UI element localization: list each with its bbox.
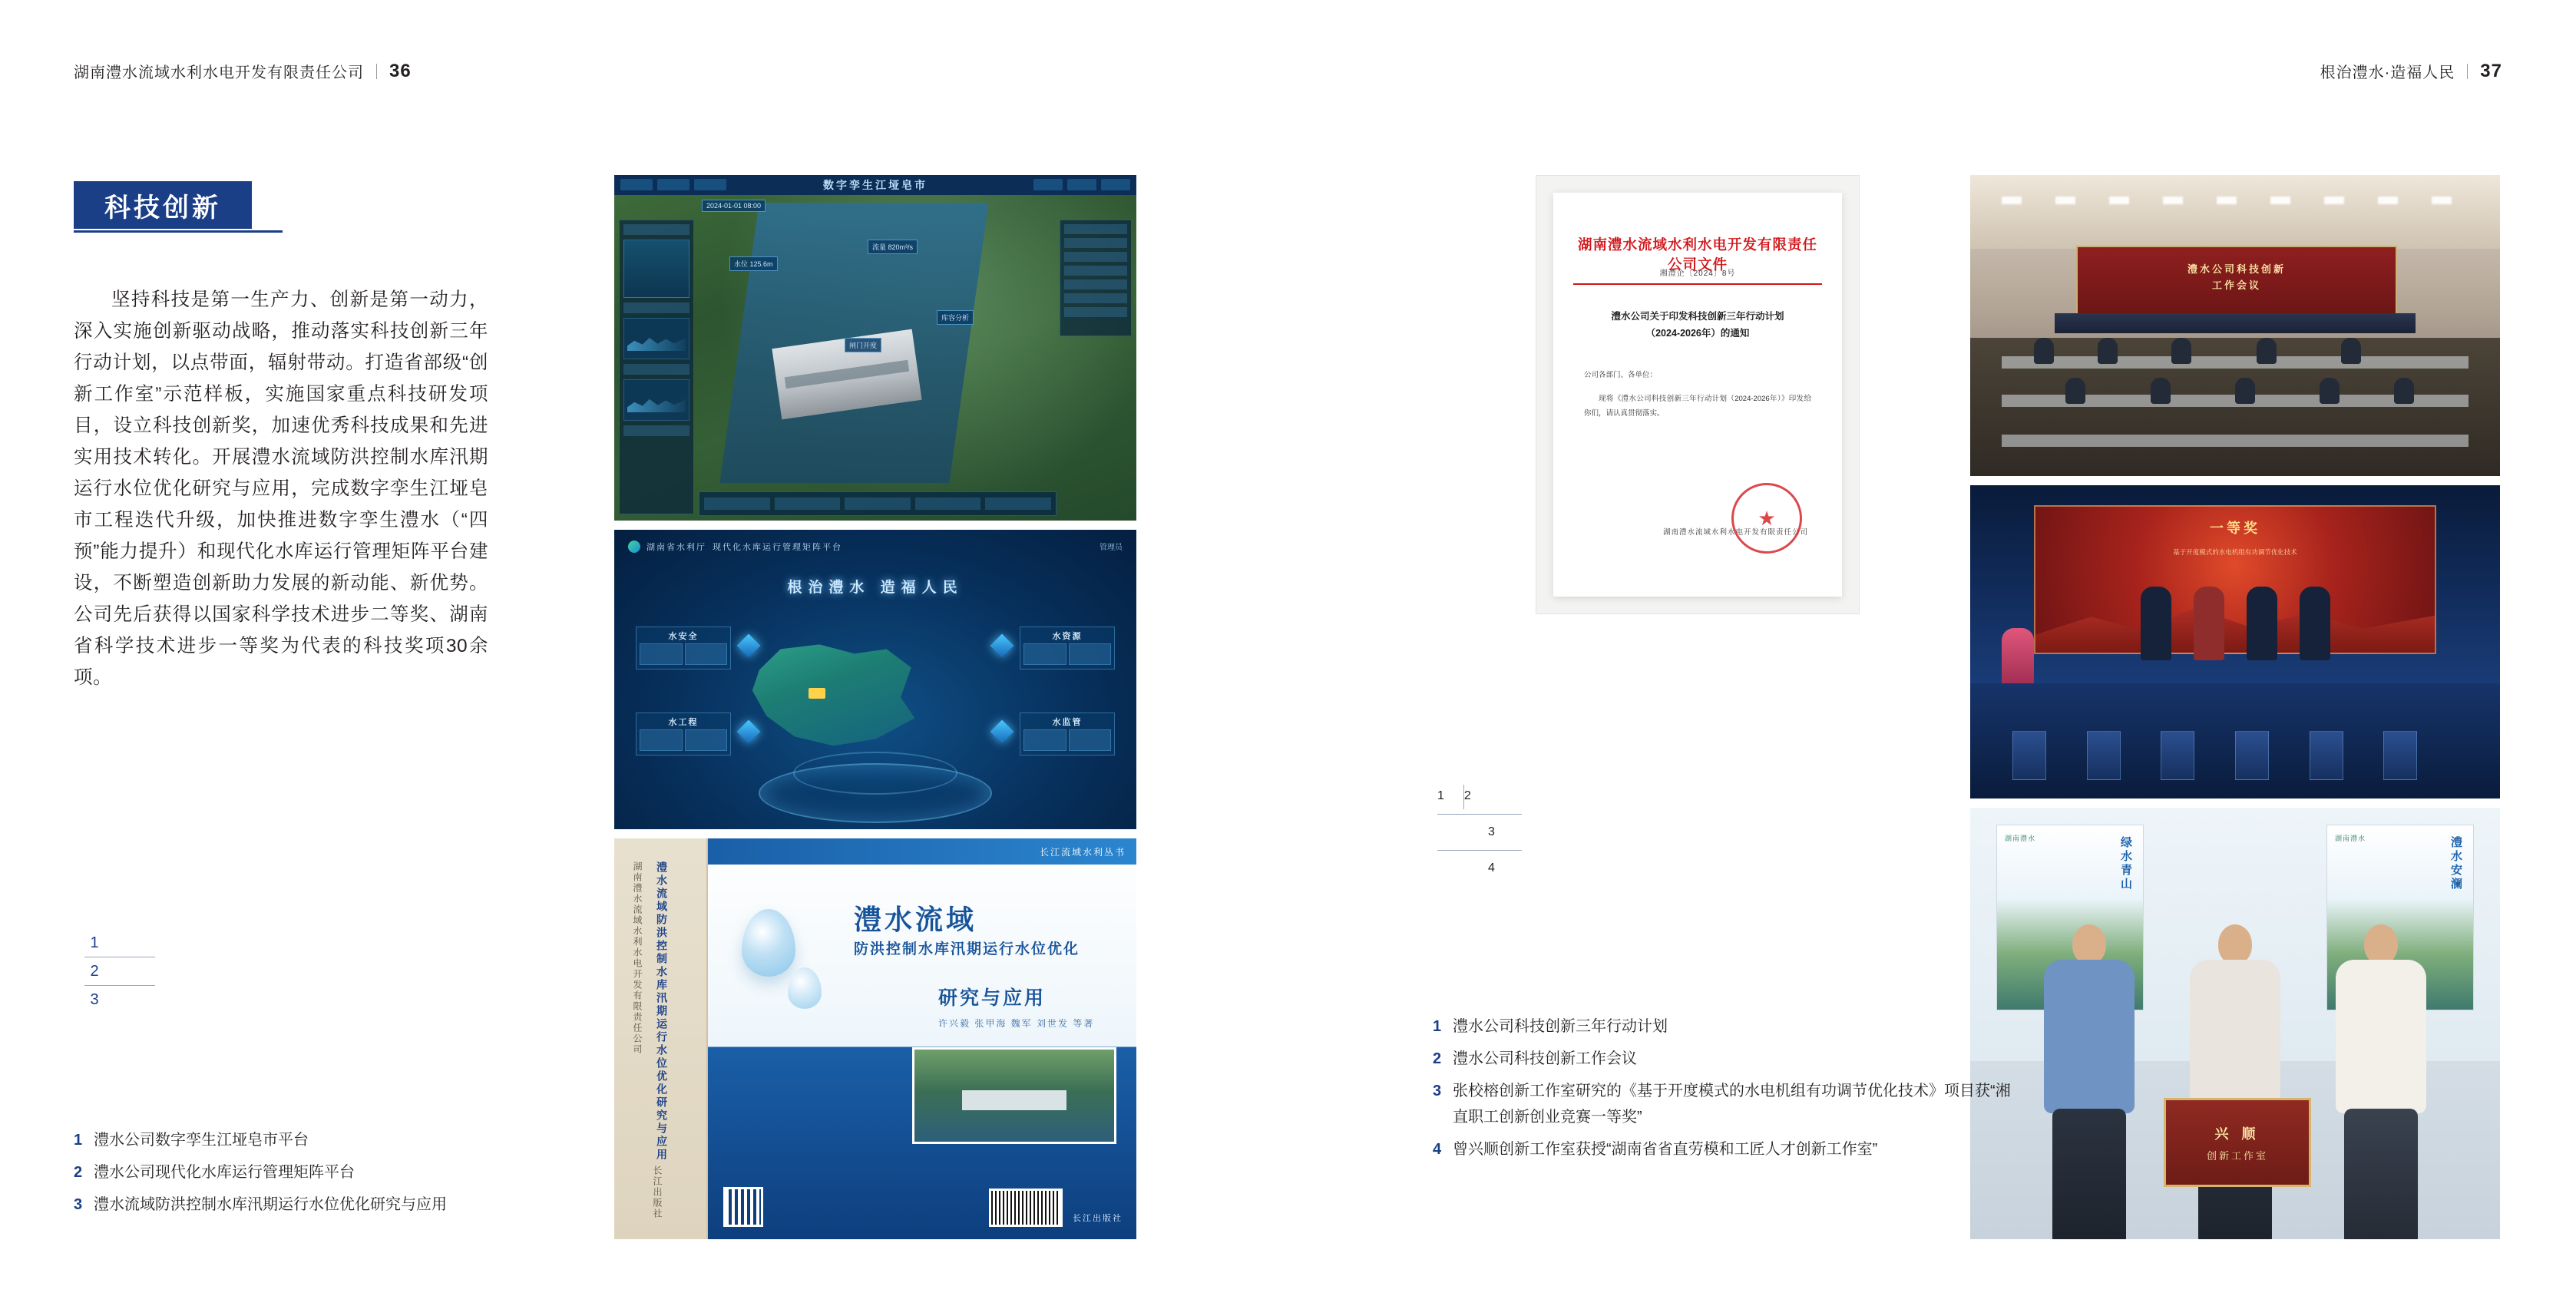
recipient	[2300, 587, 2330, 660]
figure-index-number: 1	[1437, 789, 1444, 802]
person-left	[2041, 924, 2138, 1239]
matrix-card-item[interactable]	[640, 643, 683, 665]
panel-row	[1064, 279, 1127, 289]
meeting-banner-line1: 澧水公司科技创新	[2187, 263, 2286, 275]
section-title-underline	[74, 230, 283, 233]
caption-item	[1433, 1078, 2016, 1130]
caption-text: 澧水公司数字孪生江垭皂市平台	[94, 1132, 309, 1149]
caption-item	[1433, 1136, 2016, 1162]
caption-number: 2	[74, 1164, 83, 1181]
caption-number: 1	[74, 1132, 83, 1149]
scene-tag: 闸门开度	[845, 338, 881, 352]
caption-item	[74, 1192, 504, 1218]
running-head-right	[2320, 60, 2502, 82]
document-salutation: 公司各部门、各单位：	[1584, 371, 1658, 379]
caption-text: 澧水公司现代化水库运行管理矩阵平台	[94, 1164, 355, 1181]
matrix-header-user[interactable]: 管理员	[1100, 544, 1123, 552]
poster-header: 湖南澧水	[2335, 835, 2366, 842]
attendee	[2065, 378, 2085, 404]
poster-vertical-text: 绿水青山	[2119, 836, 2132, 891]
panel-row	[1064, 307, 1127, 317]
matrix-card-item[interactable]	[685, 643, 728, 665]
folio-right: 37	[2480, 60, 2502, 81]
nav-button[interactable]	[694, 179, 726, 190]
figure-official-document	[1536, 175, 1860, 614]
book-authors: 许兴毅 张甲海 魏军 刘世发 等著	[938, 1018, 1095, 1029]
caption-number: 3	[74, 1196, 83, 1213]
document-red-rule	[1573, 283, 1822, 285]
matrix-card[interactable]	[1020, 627, 1115, 670]
node-icon	[736, 719, 760, 743]
scene-timestamp: 2024-01-01 08:00	[702, 200, 766, 212]
panel-row	[623, 364, 689, 375]
matrix-card-item[interactable]	[1023, 729, 1066, 751]
stage-floor	[1970, 683, 2500, 798]
audience-seating	[1970, 338, 2500, 476]
attendee	[2034, 338, 2054, 364]
book-front-cover	[708, 838, 1136, 1239]
caption-item	[1433, 1013, 2016, 1040]
panel-row	[623, 303, 689, 313]
book-title: 澧水流域	[854, 904, 977, 935]
caption-text: 澧水公司科技创新工作会议	[1453, 1050, 1637, 1067]
water-drop-graphic-small	[788, 967, 822, 1009]
figure-index-divider	[1463, 785, 1464, 809]
book-subtitle: 防洪控制水库汛期运行水位优化	[854, 941, 1080, 957]
platform-title: 数字孪生江垭皂市	[823, 179, 928, 191]
platform-bottom-bar[interactable]	[699, 491, 1057, 516]
node-icon	[990, 719, 1014, 743]
person-head	[2072, 924, 2106, 964]
attendee	[2151, 378, 2171, 404]
figure-index-left	[84, 929, 155, 1013]
hall-stage	[2076, 246, 2397, 315]
attendee	[2341, 338, 2361, 364]
panel-row	[1064, 266, 1127, 276]
desk-row	[2002, 356, 2468, 369]
figure-digital-twin-platform	[614, 175, 1136, 521]
person-torso	[2044, 960, 2135, 1113]
caption-text: 澧水公司科技创新三年行动计划	[1453, 1018, 1668, 1035]
matrix-card[interactable]	[1020, 713, 1115, 755]
bottom-bar-item[interactable]	[704, 498, 770, 510]
decorative-ring-inner	[793, 752, 957, 795]
matrix-card-items	[637, 643, 730, 669]
matrix-card-item[interactable]	[1069, 729, 1112, 751]
attendee	[2098, 338, 2118, 364]
person-legs	[2052, 1109, 2126, 1239]
matrix-card-items	[1020, 643, 1114, 669]
meeting-banner-line2: 工作会议	[2211, 279, 2261, 291]
document-title-line1: 澧水公司关于印发科技创新三年行动计划	[1611, 311, 1784, 322]
water-logo-icon	[628, 541, 640, 553]
matrix-card-item[interactable]	[685, 729, 728, 751]
figure-index-number: 4	[1488, 861, 1495, 875]
nav-button[interactable]	[1067, 179, 1096, 190]
figure-index-number: 1	[90, 934, 99, 951]
document-body	[1584, 368, 1811, 430]
caption-text: 曾兴顺创新工作室获授“湖南省省直劳模和工匠人才创新工作室”	[1453, 1141, 1878, 1158]
caption-item	[74, 1159, 504, 1185]
figure-index-row	[84, 929, 155, 957]
mini-map	[623, 240, 689, 298]
panel-chart	[623, 318, 689, 359]
nav-button[interactable]	[657, 179, 689, 190]
recipient	[2194, 587, 2224, 660]
caption-list-left	[74, 1127, 504, 1224]
panel-chart	[623, 379, 689, 421]
podium	[2012, 731, 2046, 780]
running-head-left	[74, 60, 412, 82]
platform-3d-scene	[614, 195, 1136, 521]
recipient	[2247, 587, 2277, 660]
matrix-card-items	[637, 729, 730, 755]
person-head	[2364, 924, 2398, 964]
caption-item	[74, 1127, 504, 1153]
podium	[2383, 731, 2417, 780]
head-table	[2055, 313, 2415, 333]
official-seal-icon	[1731, 483, 1802, 554]
panel-row	[1064, 224, 1127, 234]
podium	[2310, 731, 2343, 780]
document-sheet	[1553, 193, 1842, 597]
panel-row	[1064, 252, 1127, 262]
figure-book-cover	[614, 838, 1136, 1239]
matrix-card-title: 水工程	[668, 718, 699, 727]
book-spine-title: 澧水流域防洪控制水库汛期运行水位优化研究与应用	[656, 861, 668, 1162]
document-paragraph: 现将《澧水公司科技创新三年行动计划（2024-2026年）》印发给你们，请认真贯彻落实。	[1584, 395, 1811, 418]
bottom-bar-item[interactable]	[915, 498, 981, 510]
figure-index-row	[1433, 819, 1540, 845]
person-torso	[2190, 960, 2280, 1113]
book-subtitle-second: 研究与应用	[938, 987, 1047, 1009]
panel-row	[1064, 238, 1127, 248]
running-head-separator	[376, 64, 377, 79]
matrix-card-title: 水安全	[668, 632, 699, 641]
attendee	[2320, 378, 2340, 404]
matrix-main-title: 根治澧水 造福人民	[787, 580, 964, 596]
bottom-bar-item[interactable]	[985, 498, 1051, 510]
meeting-banner	[2103, 261, 2370, 295]
figure-index-rule	[1437, 850, 1522, 851]
person-head	[2218, 924, 2252, 964]
attendee	[2257, 338, 2277, 364]
figure-reservoir-matrix-platform	[614, 530, 1136, 829]
poster-header: 湖南澧水	[2005, 835, 2036, 842]
platform-right-panel	[1060, 220, 1132, 336]
barcode-icon	[989, 1189, 1063, 1227]
book-spine	[614, 838, 708, 1239]
matrix-header-logo-text: 湖南省水利厅	[646, 543, 706, 552]
document-title-line2: （2024-2026年）的通知	[1645, 328, 1750, 339]
matrix-card[interactable]	[636, 627, 731, 670]
figure-index-row	[1433, 855, 1540, 881]
document-signer: 湖南澧水流域水利水电开发有限责任公司	[1662, 528, 1808, 537]
panel-row	[623, 224, 689, 235]
caption-number: 3	[1433, 1083, 1442, 1099]
person-torso	[2336, 960, 2426, 1113]
bottom-bar-item[interactable]	[845, 498, 911, 510]
attendee	[2171, 338, 2191, 364]
figure-index-number: 2	[1463, 789, 1471, 802]
plaque-line1: 兴 顺	[2214, 1126, 2260, 1142]
studio-plaque	[2164, 1098, 2311, 1187]
figure-index-row	[84, 957, 155, 985]
body-paragraph: 坚持科技是第一生产力、创新是第一动力，深入实施创新驱动战略，推动落实科技创新三年行动计划，以点带面，辐射带动。打造省部级“创新工作室”示范样板，实施国家重点科技研发项目，设立科技创新奖，加速优秀科技成果和先进实用技术转化。开展澧水流域防洪控制水库汛期运行水位优化研究与应用，完成数字孪生江垭皂市工程迭代升级，加快推进数字孪生澧水（“四预”能力提升）和现代化水库运行管理矩阵平台建设，不断塑造创新助力发展的新动能、新优势。公司先后获得以国家科学技术进步二等奖、湖南省科学技术进步一等奖为代表的科技奖项30余项。	[74, 289, 488, 688]
person-right	[2333, 924, 2429, 1239]
caption-item	[1433, 1046, 2016, 1072]
section-title: 科技创新	[74, 181, 252, 229]
matrix-card-items	[1020, 729, 1114, 755]
poster-vertical-text: 澧水安澜	[2449, 836, 2462, 891]
person-legs	[2344, 1109, 2418, 1239]
caption-text: 澧水流域防洪控制水库汛期运行水位优化研究与应用	[94, 1196, 447, 1213]
figure-index-number: 3	[90, 990, 99, 1008]
caption-number: 2	[1433, 1050, 1442, 1067]
nav-button[interactable]	[1033, 179, 1063, 190]
matrix-header-title: 现代化水库运行管理矩阵平台	[713, 543, 842, 552]
node-icon	[736, 633, 760, 657]
platform-left-panel	[619, 220, 694, 514]
figure-award-ceremony-photo	[1970, 485, 2500, 798]
hall-ceiling	[1970, 175, 2500, 249]
figure-meeting-photo	[1970, 175, 2500, 476]
qr-code-icon	[723, 1187, 763, 1227]
matrix-card-title: 水监管	[1052, 718, 1083, 727]
award-recipients	[2129, 576, 2341, 660]
document-title	[1584, 308, 1811, 342]
matrix-card-item[interactable]	[1069, 643, 1112, 665]
figure-innovation-studio-photo	[1970, 808, 2500, 1239]
province-map-shape	[746, 637, 922, 752]
running-head-left-text: 湖南澧水流域水利水电开发有限责任公司	[74, 64, 364, 81]
desk-row	[2002, 435, 2468, 447]
podium	[2235, 731, 2269, 780]
panel-row	[623, 425, 689, 436]
panel-row	[1064, 293, 1127, 303]
book-spine-publisher: 长江出版社	[652, 1165, 663, 1219]
book-cover-photo	[912, 1047, 1116, 1144]
running-head-separator	[2467, 64, 2468, 79]
platform-left-buttons[interactable]	[620, 179, 726, 190]
matrix-card[interactable]	[636, 713, 731, 755]
plaque-line2: 创新工作室	[2206, 1149, 2268, 1162]
podium	[2087, 731, 2121, 780]
award-subtitle: 基于开度模式的水电机组有功调节优化技术	[2173, 548, 2297, 556]
platform-title-bar	[614, 175, 1136, 195]
person-center	[2187, 924, 2283, 1239]
figure-index-row	[1433, 783, 1540, 809]
platform-right-buttons[interactable]	[1033, 179, 1130, 190]
book-series-band: 长江流域水利丛书	[708, 838, 1136, 865]
document-red-head: 湖南澧水流域水利水电开发有限责任公司文件	[1577, 236, 1817, 273]
figure-index-rule	[1437, 814, 1522, 815]
scene-tag: 水位 125.6m	[729, 256, 778, 271]
figure-index-row	[84, 986, 155, 1013]
node-icon	[990, 633, 1014, 657]
matrix-card-item[interactable]	[1023, 643, 1066, 665]
scene-tag: 库容分析	[937, 310, 974, 325]
document-number: 湘澧企〔2024〕8号	[1659, 269, 1736, 278]
matrix-card-item[interactable]	[640, 729, 683, 751]
book-spine-subtitle: 湖南澧水流域水利水电开发有限责任公司	[632, 861, 643, 1055]
award-title: 一等奖	[2210, 521, 2260, 536]
nav-button[interactable]	[1101, 179, 1130, 190]
matrix-card-title: 水资源	[1052, 632, 1083, 641]
bottom-bar-item[interactable]	[775, 498, 841, 510]
recipient	[2141, 587, 2171, 660]
book-publisher: 长江出版社	[1073, 1214, 1123, 1223]
caption-list-right	[1433, 1013, 2016, 1169]
figure-index-number: 2	[90, 962, 99, 980]
figure-index-number: 3	[1488, 825, 1495, 838]
folio-left: 36	[389, 60, 412, 81]
caption-number: 4	[1433, 1141, 1442, 1158]
nav-button[interactable]	[620, 179, 653, 190]
seal-star-icon: ★	[1758, 507, 1776, 530]
attendee	[2394, 378, 2414, 404]
running-head-right-text: 根治澧水·造福人民	[2320, 64, 2455, 81]
scene-tag: 流量 820m³/s	[868, 240, 918, 254]
caption-number: 1	[1433, 1018, 1442, 1035]
water-drop-graphic	[742, 909, 795, 977]
figure-index-right	[1433, 783, 1540, 881]
caption-text: 张校榕创新工作室研究的《基于开度模式的水电机组有功调节优化技术》项目获“湘直职工创新创业竞赛一等奖”	[1453, 1083, 2011, 1126]
podium	[2161, 731, 2194, 780]
attendee	[2235, 378, 2255, 404]
matrix-header	[628, 541, 842, 553]
